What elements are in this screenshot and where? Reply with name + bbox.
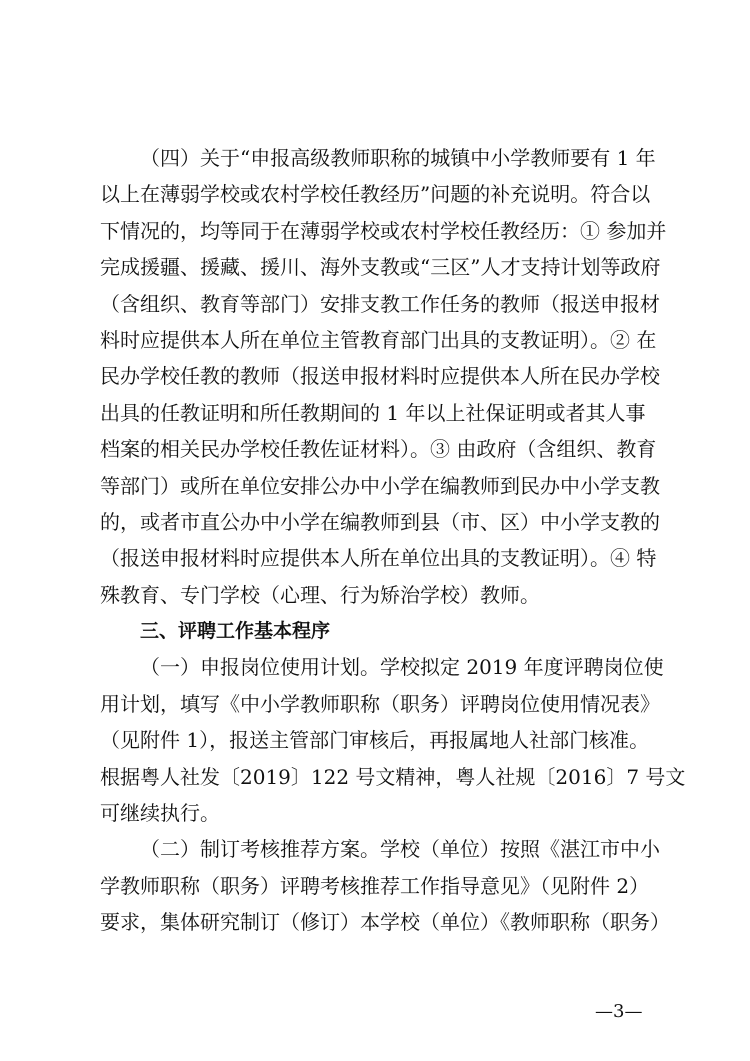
paragraph-line: （见附件 1），报送主管部门审核后，再报属地人社部门核准。	[100, 728, 650, 753]
paragraph-line: 以上在薄弱学校或农村学校任教经历”问题的补充说明。符合以	[100, 182, 651, 207]
paragraph-line: 可继续执行。	[100, 801, 220, 826]
paragraph-line: 根据粤人社发〔2019〕122 号文精神，粤人社规〔2016〕7 号文	[100, 764, 686, 789]
document-body	[100, 140, 686, 941]
step-2-paragraph	[100, 831, 670, 940]
paragraph-line: （报送申报材料时应提供本人所在单位出具的支教证明）。④ 特	[100, 546, 657, 571]
paragraph-line: 下情况的，均等同于在薄弱学校或农村学校任教经历：① 参加并	[100, 218, 667, 243]
paragraph-line: 用计划，填写《中小学教师职称（职务）评聘岗位使用情况表》	[100, 691, 660, 716]
paragraph-line: 要求，集体研究制订（修订）本学校（单位）《教师职称（职务）	[100, 910, 670, 935]
paragraph-line: （一）申报岗位使用计划。学校拟定 2019 年度评聘岗位使	[140, 655, 664, 680]
section-4-paragraph	[100, 140, 667, 613]
paragraph-line: 殊教育、专门学校（心理、行为矫治学校）教师。	[100, 582, 540, 607]
paragraph-line: （四）关于“申报高级教师职称的城镇中小学教师要有 1 年	[140, 146, 656, 170]
page-number: —3—	[595, 1001, 643, 1022]
paragraph-line: 料时应提供本人所在单位主管教育部门出具的支教证明）。② 在	[100, 327, 657, 352]
paragraph-line: 档案的相关民办学校任教佐证材料）。③ 由政府（含组织、教育	[100, 437, 657, 462]
paragraph-line: 民办学校任教的教师（报送申报材料时应提供本人所在民办学校	[100, 364, 660, 389]
section-heading: 三、评聘工作基本程序	[140, 620, 331, 643]
step-1-paragraph	[100, 649, 686, 831]
paragraph-line: 的，或者市直公办中小学在编教师到县（市、区）中小学支教的	[100, 509, 660, 534]
paragraph-line: 学教师职称（职务）评聘考核推荐工作指导意见》（见附件 2）	[100, 873, 650, 898]
paragraph-line: （二）制订考核推荐方案。学校（单位）按照《湛江市中小	[140, 837, 660, 862]
paragraph-line: 完成援疆、援藏、援川、海外支教或“三区”人才支持计划等政府	[100, 255, 661, 280]
paragraph-line: 等部门）或所在单位安排公办中小学在编教师到民办中小学支教	[100, 473, 660, 498]
paragraph-line: 出具的任教证明和所任教期间的 1 年以上社保证明或者其人事	[100, 400, 646, 425]
paragraph-line: （含组织、教育等部门）安排支教工作任务的教师（报送申报材	[100, 291, 660, 316]
